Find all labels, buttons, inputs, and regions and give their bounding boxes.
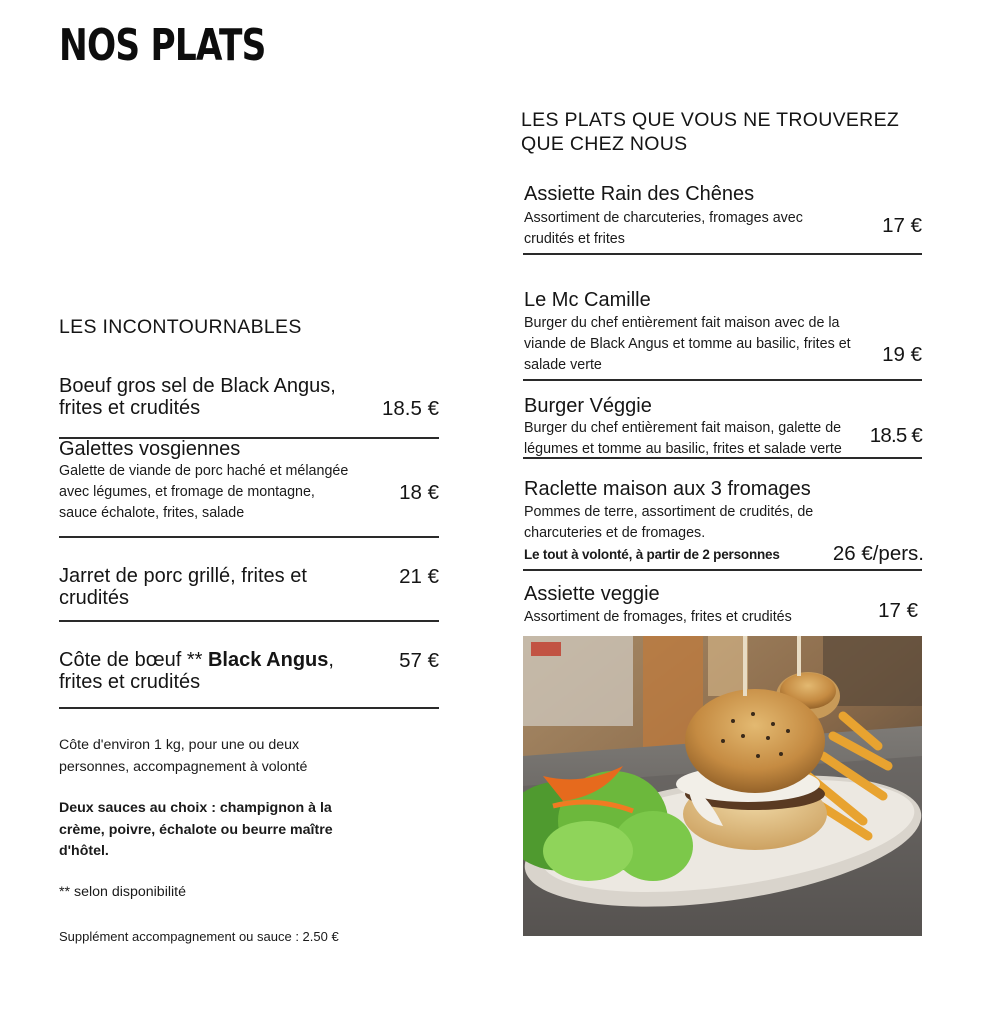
- dish-price-assiette-rain: 17 €: [882, 214, 922, 237]
- divider: [59, 536, 439, 538]
- dish-name-jarret: Jarret de porc grillé, frites et crudités: [59, 565, 307, 609]
- divider: [523, 457, 922, 459]
- divider: [59, 707, 439, 709]
- dish-name-part: , frites et crudités: [59, 649, 334, 693]
- dish-description-galettes: Galette de viande de porc haché et mélangée avec légumes, et fromage de montagne, sauce échalote, frites, salade: [59, 463, 349, 521]
- section-heading-incontournables: LES INCONTOURNABLES: [59, 316, 302, 338]
- note-portion: Côte d'environ 1 kg, pour une ou deux personnes, accompagnement à volonté: [59, 737, 308, 775]
- section-heading-specialites: LES PLATS QUE VOUS NE TROUVEREZ QUE CHEZ NOUS: [521, 109, 900, 155]
- divider: [59, 620, 439, 622]
- dish-price-raclette: 26 €/pers.: [832, 542, 924, 565]
- note-availability: ** selon disponibilité: [59, 884, 186, 900]
- dish-price-boeuf: 18.5 €: [382, 397, 439, 420]
- burger-photo: [523, 636, 922, 936]
- dish-name-raclette: Raclette maison aux 3 fromages: [524, 478, 811, 500]
- dish-name-galettes: Galettes vosgiennes: [59, 438, 241, 460]
- dish-name-cote-de-boeuf: [59, 649, 379, 693]
- divider: [523, 379, 922, 381]
- dish-name-burger-veggie: Burger Véggie: [524, 395, 652, 417]
- dish-name-boeuf: Boeuf gros sel de Black Angus, frites et crudités: [59, 375, 336, 419]
- dish-name-emphasis: Black Angus: [207, 649, 329, 671]
- divider: [523, 253, 922, 255]
- dish-name-mc-camille: Le Mc Camille: [524, 289, 651, 311]
- dish-price-jarret: 21 €: [399, 565, 439, 588]
- page-title: NOS PLATS: [59, 20, 266, 71]
- dish-note-raclette: Le tout à volonté, à partir de 2 personnes: [524, 547, 780, 562]
- divider: [523, 569, 922, 571]
- dish-price-cote-de-boeuf: 57 €: [399, 649, 439, 672]
- dish-description-burger-veggie: Burger du chef entièrement fait maison, galette de légumes et tomme au basilic, frites et salade verte: [524, 420, 842, 457]
- dish-price-mc-camille: 19 €: [882, 343, 922, 366]
- dish-name-part: Côte de bœuf **: [59, 649, 208, 671]
- dish-description-assiette-rain: Assortiment de charcuteries, fromages avec crudités et frites: [524, 210, 803, 247]
- dish-price-assiette-veggie: 17 €: [878, 599, 918, 622]
- dish-name-assiette-veggie: Assiette veggie: [524, 583, 660, 605]
- note-sauces: Deux sauces au choix : champignon à la crème, poivre, échalote ou beurre maître d'hôtel.: [59, 800, 333, 859]
- dish-description-assiette-veggie: Assortiment de fromages, frites et crudités: [524, 609, 792, 625]
- dish-description-mc-camille: Burger du chef entièrement fait maison avec de la viande de Black Angus et tomme au basilic, frites et salade verte: [524, 315, 851, 373]
- dish-price-burger-veggie: 18.5 €: [869, 424, 922, 447]
- dish-description-raclette: Pommes de terre, assortiment de crudités, de charcuteries et de fromages.: [524, 504, 814, 541]
- dish-price-galettes: 18 €: [399, 481, 439, 504]
- note-supplement: Supplément accompagnement ou sauce : 2.50 €: [59, 929, 339, 944]
- dish-name-assiette-rain: Assiette Rain des Chênes: [524, 183, 755, 205]
